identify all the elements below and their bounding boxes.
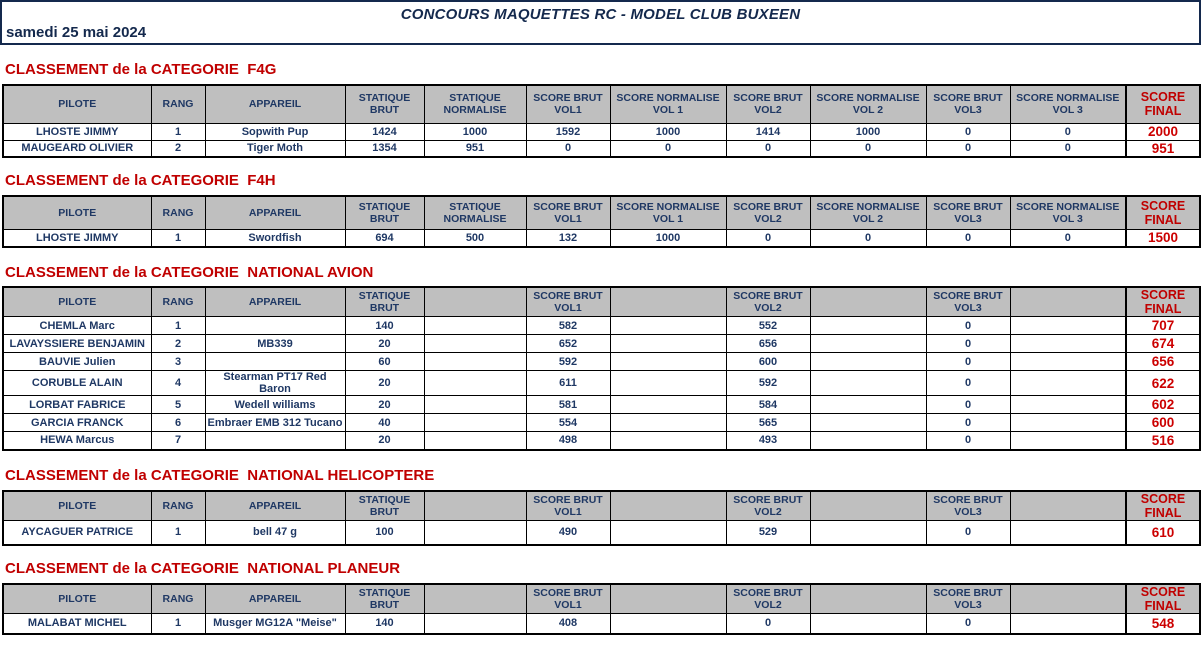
score-final-cell: 951: [1126, 140, 1200, 157]
score-final-cell: 622: [1126, 371, 1200, 396]
value-cell: [810, 396, 926, 414]
column-header: STATIQUE BRUT: [345, 491, 424, 521]
value-cell: 1: [151, 520, 205, 545]
table-row: [3, 396, 1200, 414]
score-final-cell: 548: [1126, 614, 1200, 634]
value-cell: 140: [345, 614, 424, 634]
column-header: APPAREIL: [205, 491, 345, 521]
column-header: SCORE BRUT VOL3: [926, 196, 1010, 229]
value-cell: 3: [151, 353, 205, 371]
value-cell: [424, 396, 526, 414]
value-cell: 6: [151, 414, 205, 432]
value-cell: 1: [151, 614, 205, 634]
column-header: RANG: [151, 85, 205, 123]
value-cell: [424, 353, 526, 371]
column-header: STATIQUE BRUT: [345, 584, 424, 614]
value-cell: [424, 335, 526, 353]
section-title-national-avion: CLASSEMENT de la CATEGORIE NATIONAL AVION: [5, 264, 374, 281]
value-cell: 1000: [424, 123, 526, 140]
value-cell: [424, 432, 526, 450]
value-cell: [1010, 371, 1126, 396]
column-header: [1010, 287, 1126, 317]
value-cell: 2: [151, 335, 205, 353]
column-header: STATIQUE NORMALISE: [424, 85, 526, 123]
value-cell: 5: [151, 396, 205, 414]
column-header: SCORE NORMALISE VOL 1: [610, 196, 726, 229]
column-header: STATIQUE BRUT: [345, 196, 424, 229]
column-header: [610, 287, 726, 317]
value-cell: 0: [1010, 123, 1126, 140]
value-cell: 0: [810, 140, 926, 157]
column-header: PILOTE: [3, 287, 151, 317]
column-header: SCORE BRUT VOL1: [526, 287, 610, 317]
value-cell: 0: [926, 614, 1010, 634]
section-title-f4h: CLASSEMENT de la CATEGORIE F4H: [5, 172, 276, 189]
column-header: SCORE BRUT VOL3: [926, 287, 1010, 317]
table-row: [3, 353, 1200, 371]
column-header: STATIQUE BRUT: [345, 85, 424, 123]
value-cell: 20: [345, 335, 424, 353]
value-cell: 652: [526, 335, 610, 353]
pilot-cell: MAUGEARD OLIVIER: [3, 140, 151, 157]
column-header: SCORE NORMALISE VOL 1: [610, 85, 726, 123]
section-national-planeur: [0, 560, 1201, 635]
value-cell: [610, 614, 726, 634]
table-header-row: [3, 491, 1200, 521]
value-cell: MB339: [205, 335, 345, 353]
score-final-cell: 2000: [1126, 123, 1200, 140]
value-cell: [1010, 520, 1126, 545]
value-cell: [810, 614, 926, 634]
value-cell: 611: [526, 371, 610, 396]
score-final-cell: 1500: [1126, 229, 1200, 247]
pilot-cell: CHEMLA Marc: [3, 317, 151, 335]
value-cell: Embraer EMB 312 Tucano: [205, 414, 345, 432]
column-header: [610, 584, 726, 614]
value-cell: 0: [926, 432, 1010, 450]
value-cell: 4: [151, 371, 205, 396]
score-final-cell: 707: [1126, 317, 1200, 335]
column-header: SCORE NORMALISE VOL 3: [1010, 85, 1126, 123]
column-header: PILOTE: [3, 196, 151, 229]
value-cell: 40: [345, 414, 424, 432]
value-cell: [205, 317, 345, 335]
pilot-cell: CORUBLE ALAIN: [3, 371, 151, 396]
table-row: [3, 229, 1200, 247]
section-national-avion: [0, 264, 1201, 451]
value-cell: 592: [526, 353, 610, 371]
value-cell: Tiger Moth: [205, 140, 345, 157]
table-row: [3, 317, 1200, 335]
pilot-cell: MALABAT MICHEL: [3, 614, 151, 634]
column-header: [810, 287, 926, 317]
value-cell: [1010, 414, 1126, 432]
value-cell: 0: [526, 140, 610, 157]
value-cell: [810, 335, 926, 353]
section-title-national-helicoptere: CLASSEMENT de la CATEGORIE NATIONAL HELICOPTERE: [5, 466, 435, 484]
column-header: RANG: [151, 584, 205, 614]
value-cell: [610, 414, 726, 432]
column-header: PILOTE: [3, 584, 151, 614]
value-cell: [610, 520, 726, 545]
value-cell: 1: [151, 123, 205, 140]
event-date: samedi 25 mai 2024: [6, 24, 147, 41]
pilot-cell: LAVAYSSIERE BENJAMIN: [3, 335, 151, 353]
value-cell: 100: [345, 520, 424, 545]
value-cell: 0: [1010, 140, 1126, 157]
column-header: SCORE BRUT VOL1: [526, 196, 610, 229]
value-cell: [610, 432, 726, 450]
value-cell: 694: [345, 229, 424, 247]
value-cell: [810, 520, 926, 545]
value-cell: 1: [151, 317, 205, 335]
value-cell: 490: [526, 520, 610, 545]
column-header: [424, 584, 526, 614]
column-header: SCORE BRUT VOL1: [526, 491, 610, 521]
value-cell: [1010, 614, 1126, 634]
column-header: [610, 491, 726, 521]
value-cell: 0: [926, 123, 1010, 140]
value-cell: [610, 396, 726, 414]
column-header: STATIQUE NORMALISE: [424, 196, 526, 229]
table-row: [3, 432, 1200, 450]
table-row: [3, 335, 1200, 353]
results-table-national-avion: [2, 286, 1201, 451]
score-final-cell: 602: [1126, 396, 1200, 414]
column-header: [810, 491, 926, 521]
pilot-cell: GARCIA FRANCK: [3, 414, 151, 432]
value-cell: 7: [151, 432, 205, 450]
column-header: APPAREIL: [205, 85, 345, 123]
value-cell: 1000: [610, 123, 726, 140]
column-header: SCORE BRUT VOL1: [526, 584, 610, 614]
results-table-f4g: [2, 84, 1201, 158]
value-cell: 0: [926, 140, 1010, 157]
score-final-cell: 656: [1126, 353, 1200, 371]
value-cell: 0: [726, 229, 810, 247]
document-title: CONCOURS MAQUETTES RC - MODEL CLUB BUXEEN: [400, 6, 801, 23]
value-cell: [810, 353, 926, 371]
value-cell: 0: [1010, 229, 1126, 247]
value-cell: 951: [424, 140, 526, 157]
table-row: [3, 614, 1200, 634]
value-cell: 529: [726, 520, 810, 545]
column-header: PILOTE: [3, 85, 151, 123]
table-row: [3, 414, 1200, 432]
value-cell: Musger MG12A "Meise": [205, 614, 345, 634]
pilot-cell: BAUVIE Julien: [3, 353, 151, 371]
value-cell: 1: [151, 229, 205, 247]
value-cell: [810, 317, 926, 335]
column-header: [1010, 584, 1126, 614]
results-table-national-planeur: [2, 583, 1201, 635]
column-header: APPAREIL: [205, 584, 345, 614]
value-cell: Sopwith Pup: [205, 123, 345, 140]
value-cell: [424, 371, 526, 396]
value-cell: [610, 317, 726, 335]
pilot-cell: LHOSTE JIMMY: [3, 123, 151, 140]
value-cell: 565: [726, 414, 810, 432]
value-cell: 20: [345, 432, 424, 450]
value-cell: 0: [726, 614, 810, 634]
section-f4h: [0, 172, 1201, 248]
column-header-score-final: SCORE FINAL: [1126, 491, 1200, 521]
column-header-score-final: SCORE FINAL: [1126, 85, 1200, 123]
table-header-row: [3, 196, 1200, 229]
table-row: [3, 123, 1200, 140]
column-header: SCORE BRUT VOL2: [726, 491, 810, 521]
column-header-score-final: SCORE FINAL: [1126, 196, 1200, 229]
column-header: STATIQUE BRUT: [345, 287, 424, 317]
document-header: [0, 0, 1201, 45]
column-header: SCORE NORMALISE VOL 2: [810, 196, 926, 229]
column-header: [810, 584, 926, 614]
score-final-cell: 610: [1126, 520, 1200, 545]
value-cell: [1010, 335, 1126, 353]
value-cell: [610, 353, 726, 371]
value-cell: 1000: [810, 123, 926, 140]
score-final-cell: 674: [1126, 335, 1200, 353]
section-title-national-planeur: CLASSEMENT de la CATEGORIE NATIONAL PLANEUR: [5, 560, 401, 577]
value-cell: 500: [424, 229, 526, 247]
section-f4g: [0, 61, 1201, 158]
value-cell: [424, 614, 526, 634]
value-cell: 20: [345, 396, 424, 414]
column-header: SCORE BRUT VOL2: [726, 584, 810, 614]
value-cell: 20: [345, 371, 424, 396]
column-header: SCORE BRUT VOL2: [726, 85, 810, 123]
value-cell: 0: [926, 335, 1010, 353]
value-cell: 140: [345, 317, 424, 335]
value-cell: [1010, 353, 1126, 371]
value-cell: [810, 432, 926, 450]
value-cell: 584: [726, 396, 810, 414]
table-header-row: [3, 287, 1200, 317]
column-header: RANG: [151, 287, 205, 317]
value-cell: 0: [926, 520, 1010, 545]
column-header: SCORE BRUT VOL3: [926, 491, 1010, 521]
column-header: PILOTE: [3, 491, 151, 521]
column-header-score-final: SCORE FINAL: [1126, 584, 1200, 614]
value-cell: 0: [926, 229, 1010, 247]
value-cell: 0: [726, 140, 810, 157]
column-header: RANG: [151, 196, 205, 229]
column-header: SCORE BRUT VOL2: [726, 287, 810, 317]
value-cell: 1354: [345, 140, 424, 157]
column-header: APPAREIL: [205, 287, 345, 317]
value-cell: 132: [526, 229, 610, 247]
pilot-cell: AYCAGUER PATRICE: [3, 520, 151, 545]
value-cell: 0: [926, 396, 1010, 414]
value-cell: [810, 371, 926, 396]
value-cell: [424, 520, 526, 545]
value-cell: [205, 432, 345, 450]
value-cell: [610, 335, 726, 353]
value-cell: 498: [526, 432, 610, 450]
value-cell: 493: [726, 432, 810, 450]
value-cell: bell 47 g: [205, 520, 345, 545]
value-cell: [1010, 317, 1126, 335]
results-table-national-helicoptere: [2, 490, 1201, 547]
value-cell: 0: [926, 414, 1010, 432]
value-cell: [1010, 396, 1126, 414]
value-cell: 1424: [345, 123, 424, 140]
column-header: SCORE BRUT VOL1: [526, 85, 610, 123]
column-header: SCORE NORMALISE VOL 3: [1010, 196, 1126, 229]
table-row: [3, 520, 1200, 545]
column-header: [1010, 491, 1126, 521]
column-header: SCORE BRUT VOL3: [926, 85, 1010, 123]
value-cell: 0: [810, 229, 926, 247]
value-cell: 1592: [526, 123, 610, 140]
value-cell: 552: [726, 317, 810, 335]
value-cell: 1000: [610, 229, 726, 247]
value-cell: 2: [151, 140, 205, 157]
value-cell: 600: [726, 353, 810, 371]
value-cell: [610, 371, 726, 396]
pilot-cell: HEWA Marcus: [3, 432, 151, 450]
pilot-cell: LHOSTE JIMMY: [3, 229, 151, 247]
value-cell: 554: [526, 414, 610, 432]
value-cell: 0: [926, 317, 1010, 335]
table-row: [3, 371, 1200, 396]
value-cell: [424, 317, 526, 335]
value-cell: 0: [926, 353, 1010, 371]
value-cell: [205, 353, 345, 371]
section-title-f4g: CLASSEMENT de la CATEGORIE F4G: [5, 61, 277, 78]
value-cell: Stearman PT17 Red Baron: [205, 371, 345, 396]
score-final-cell: 600: [1126, 414, 1200, 432]
column-header: SCORE BRUT VOL3: [926, 584, 1010, 614]
value-cell: [424, 414, 526, 432]
results-table-f4h: [2, 195, 1201, 248]
score-final-cell: 516: [1126, 432, 1200, 450]
column-header: [424, 491, 526, 521]
column-header: SCORE NORMALISE VOL 2: [810, 85, 926, 123]
column-header: SCORE BRUT VOL2: [726, 196, 810, 229]
pilot-cell: LORBAT FABRICE: [3, 396, 151, 414]
value-cell: 581: [526, 396, 610, 414]
value-cell: 60: [345, 353, 424, 371]
value-cell: 408: [526, 614, 610, 634]
column-header-score-final: SCORE FINAL: [1126, 287, 1200, 317]
column-header: APPAREIL: [205, 196, 345, 229]
value-cell: Swordfish: [205, 229, 345, 247]
value-cell: Wedell williams: [205, 396, 345, 414]
value-cell: 0: [610, 140, 726, 157]
table-row: [3, 140, 1200, 157]
value-cell: 656: [726, 335, 810, 353]
section-national-helicoptere: [0, 467, 1201, 547]
value-cell: 1414: [726, 123, 810, 140]
value-cell: [810, 414, 926, 432]
table-header-row: [3, 85, 1200, 123]
value-cell: 582: [526, 317, 610, 335]
column-header: [424, 287, 526, 317]
value-cell: 592: [726, 371, 810, 396]
table-header-row: [3, 584, 1200, 614]
value-cell: [1010, 432, 1126, 450]
column-header: RANG: [151, 491, 205, 521]
value-cell: 0: [926, 371, 1010, 396]
